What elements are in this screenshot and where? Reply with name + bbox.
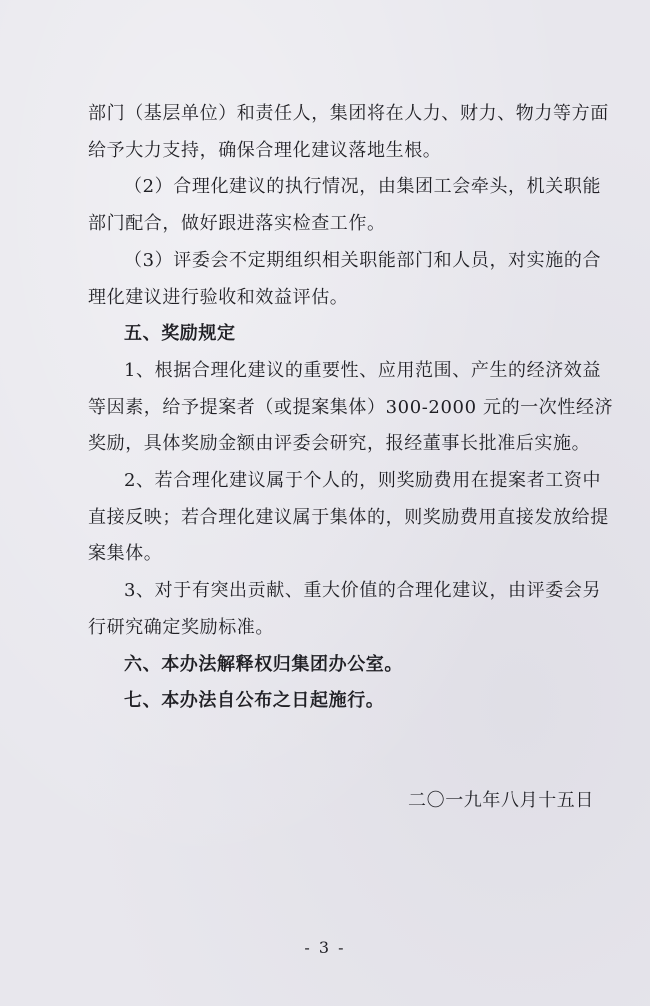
text-line: 理化建议进行验收和效益评估。 xyxy=(88,286,349,308)
text-line: 1、根据合理化建议的重要性、应用范围、产生的经济效益 xyxy=(124,359,602,381)
text-line: 3、对于有突出贡献、重大价值的合理化建议，由评委会另 xyxy=(124,580,602,602)
text-line: 行研究确定奖励标准。 xyxy=(88,616,274,638)
text-line: 给予大力支持，确保合理化建议落地生根。 xyxy=(88,139,442,161)
section-heading-interpretation: 六、本办法解释权归集团办公室。 xyxy=(124,653,403,675)
reward-item-2 xyxy=(88,463,609,573)
text-line: 部门（基层单位）和责任人，集团将在人力、财力、物力等方面 xyxy=(88,103,609,124)
section-heading-rewards: 五、奖励规定 xyxy=(124,323,236,345)
paragraph-responsibility xyxy=(88,96,609,169)
text-line: 等因素，给予提案者（或提案集体）300-2000 元的一次性经济 xyxy=(88,396,614,418)
text-line: 案集体。 xyxy=(88,543,163,565)
paragraph-evaluation xyxy=(88,243,602,316)
paragraph-execution xyxy=(88,169,602,242)
reward-item-1 xyxy=(88,353,614,463)
section-heading-effective: 七、本办法自公布之日起施行。 xyxy=(124,690,385,712)
document-date: 二〇一九年八月十五日 xyxy=(408,790,594,811)
document-body xyxy=(88,96,614,720)
text-line: （3）评委会不定期组织相关职能部门和人员，对实施的合 xyxy=(124,249,602,271)
text-line: 2、若合理化建议属于个人的，则奖励费用在提案者工资中 xyxy=(124,470,602,492)
reward-item-3 xyxy=(88,573,602,646)
text-line: 奖励，具体奖励金额由评委会研究，报经董事长批准后实施。 xyxy=(88,433,591,455)
text-line: 部门配合，做好跟进落实检查工作。 xyxy=(88,213,386,235)
text-line: （2）合理化建议的执行情况，由集团工会牵头，机关职能 xyxy=(124,176,602,198)
page-number: - 3 - xyxy=(304,938,346,957)
text-line: 直接反映；若合理化建议属于集体的，则奖励费用直接发放给提 xyxy=(88,506,609,528)
